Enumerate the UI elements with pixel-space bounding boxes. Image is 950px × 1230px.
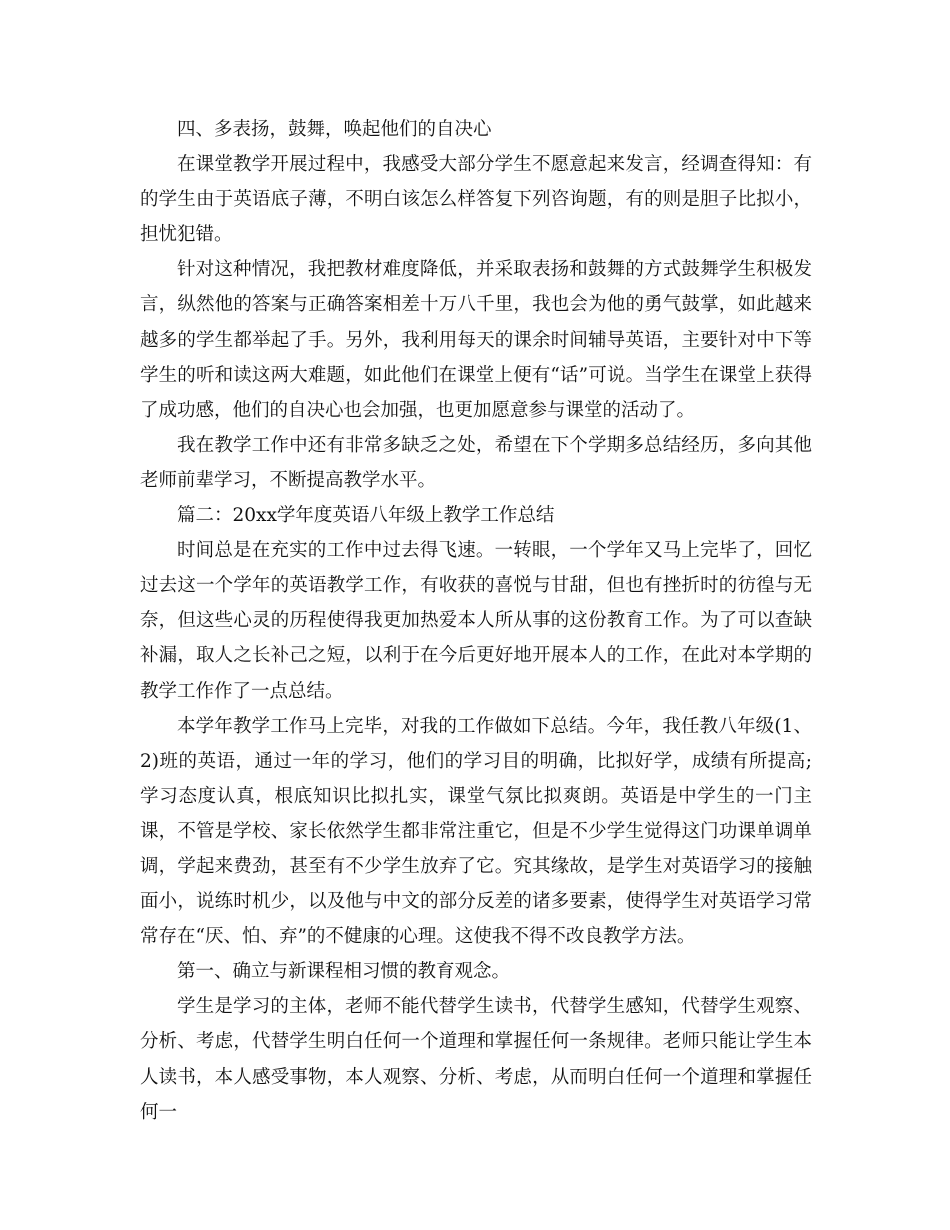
paragraph: 时间总是在充实的工作中过去得飞速。一转眼，一个学年又马上完毕了，回忆过去这一个学年的英语教学工作，有收获的喜悦与甘甜，但也有挫折时的彷徨与无奈，但这些心灵的历程使得我更加热爱本人所从事的这份教育工作。为了可以查缺补漏，取人之长补己之短，以利于在今后更好地开展本人的工作，在此对本学期的教学工作作了一点总结。 bbox=[140, 540, 812, 702]
document-page bbox=[140, 112, 812, 1130]
article-title: 篇二：20xx学年度英语八年级上教学工作总结 bbox=[177, 505, 555, 527]
paragraph: 本学年教学工作马上完毕，对我的工作做如下总结。今年，我任教八年级(1、2)班的英语，通过一年的学习，他们的学习目的明确，比拟好学，成绩有所提高;学习态度认真，根底知识比拟扎实，课堂气氛比拟爽朗。英语是中学生的一门主课，不管是学校、家长依然学生都非常注重它，但是不少学生觉得这门功课单调单调，学起来费劲，甚至有不少学生放弃了它。究其缘故，是学生对英语学习的接触面小，说练时机少，以及他与中文的部分反差的诸多要素，使得学生对英语学习常常存在“厌、怕、弃”的不健康的心理。这使我不得不改良教学方法。 bbox=[140, 715, 812, 948]
section-heading-4: 四、多表扬，鼓舞，唤起他们的自决心 bbox=[177, 119, 492, 140]
paragraph: 我在教学工作中还有非常多缺乏之处，希望在下个学期多总结经历，多向其他老师前辈学习，不断提高教学水平。 bbox=[140, 434, 812, 491]
paragraph: 学生是学习的主体，老师不能代替学生读书，代替学生感知，代替学生观察、分析、考虑，代替学生明白任何一个道理和掌握任何一条规律。老师只能让学生本人读书，本人感受事物，本人观察、分析、考虑，从而明白任何一个道理和掌握任何一 bbox=[140, 996, 812, 1123]
section-heading-1: 第一、确立与新课程相习惯的教育观念。 bbox=[177, 961, 511, 983]
paragraph: 针对这种情况，我把教材难度降低，并采取表扬和鼓舞的方式鼓舞学生积极发言，纵然他的答案与正确答案相差十万八千里，我也会为他的勇气鼓掌，如此越来越多的学生都举起了手。另外，我利用每天的课余时间辅导英语，主要针对中下等学生的听和读这两大难题，如此他们在课堂上便有“话”可说。当学生在课堂上获得了成功感，他们的自决心也会加强，也更加愿意参与课堂的活动了。 bbox=[140, 259, 812, 421]
paragraph: 在课堂教学开展过程中，我感受大部分学生不愿意起来发言，经调查得知：有的学生由于英语底子薄，不明白该怎么样答复下列咨询题，有的则是胆子比拟小，担忧犯错。 bbox=[140, 154, 812, 246]
